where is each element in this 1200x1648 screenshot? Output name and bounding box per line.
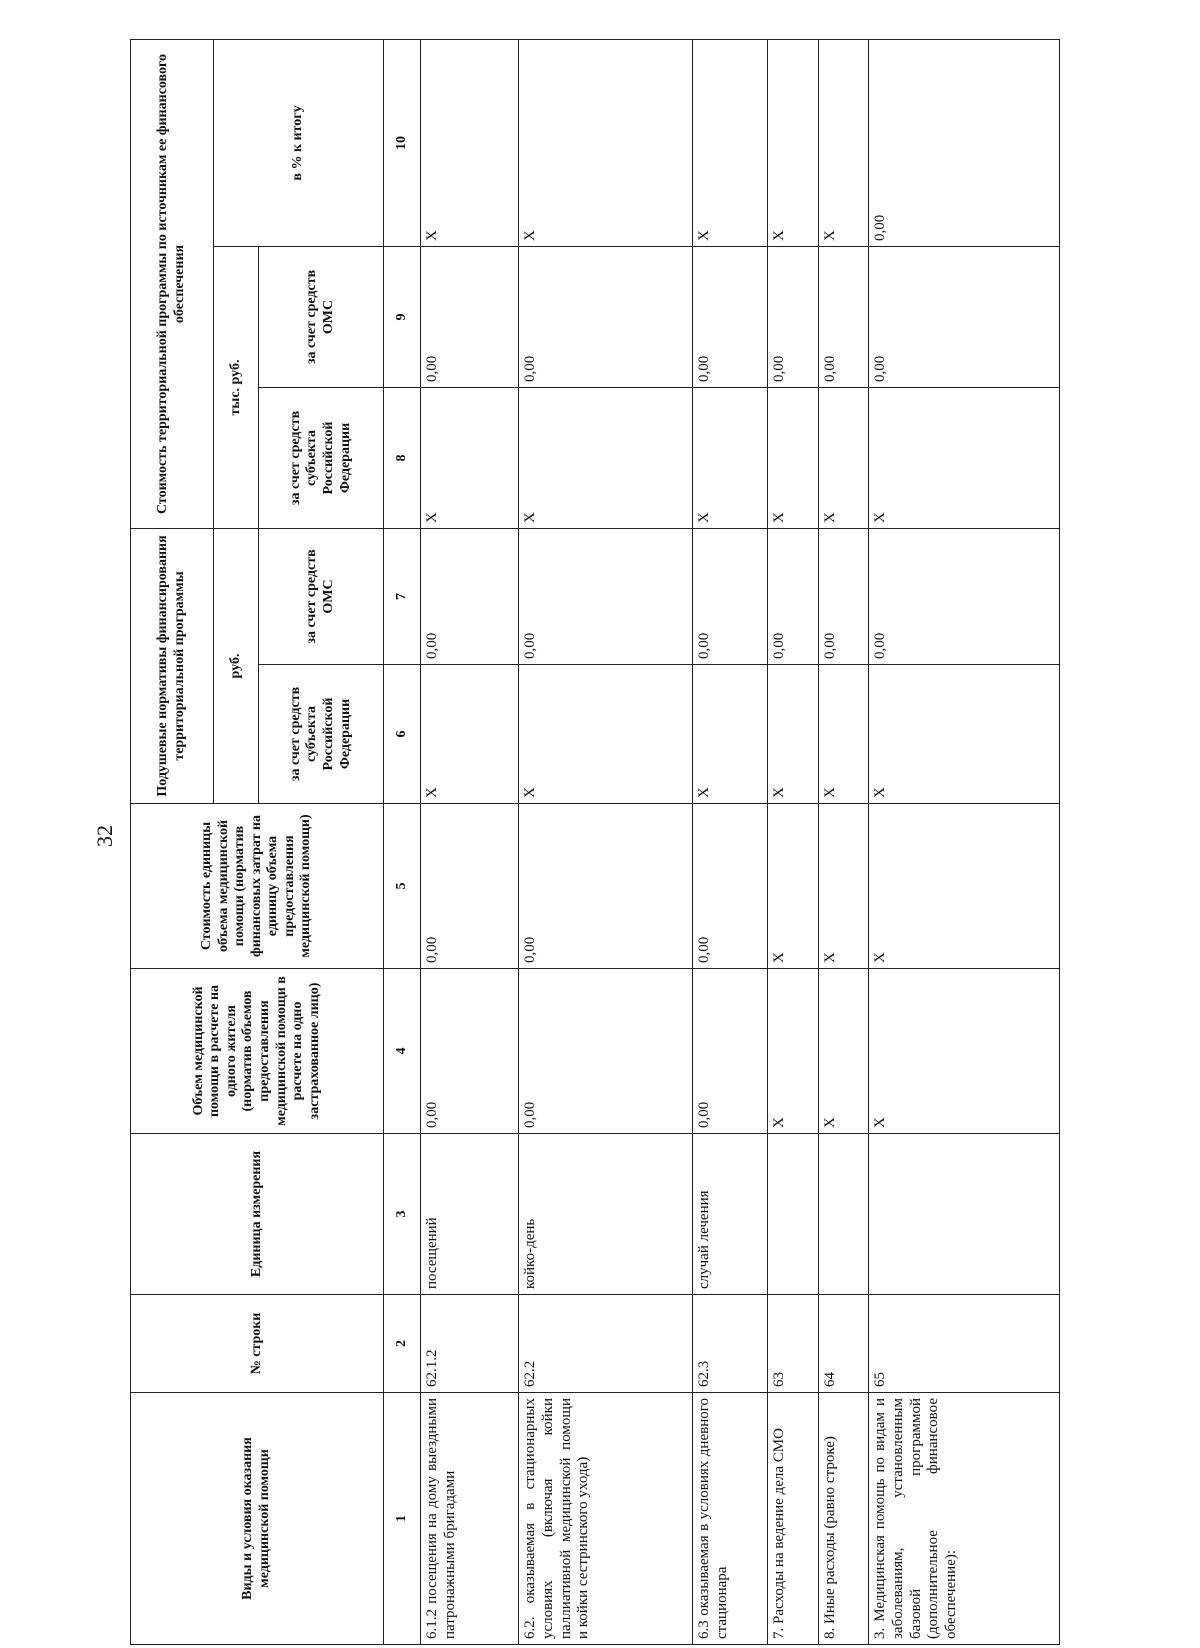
cell-unit — [818, 1134, 869, 1295]
cell-oms-rub: 0,00 — [818, 529, 869, 665]
column-number: 7 — [384, 529, 421, 665]
cell-subject-rub: X — [869, 665, 1060, 804]
cell-oms-thous: 0,00 — [693, 247, 768, 388]
cell-oms-rub: 0,00 — [869, 529, 1060, 665]
header-oms-funds-thous: за счет средств ОМС — [259, 247, 384, 388]
cell-service-type: 3. Медицинская помощь по видам и заболеваниям, установленным базовой программой (дополнительное финансовое обеспечение): — [869, 1393, 1060, 1645]
cell-oms-rub: 0,00 — [421, 529, 519, 665]
cell-oms-thous: 0,00 — [519, 247, 693, 388]
table-row — [421, 39, 519, 1644]
cell-percent: X — [818, 39, 869, 246]
header-program-cost: Стоимость территориальной программы по источникам ее финансового обеспечения — [131, 39, 214, 528]
header-oms-funds-rub: за счет средств ОМС — [259, 529, 384, 665]
page-number: 32 — [92, 825, 117, 847]
header-subject-funds-thous: за счет средств субъекта Российской Федерации — [259, 388, 384, 529]
cell-subject-rub: X — [519, 665, 693, 804]
cell-line-number: 64 — [818, 1295, 869, 1393]
cell-line-number: 62.1.2 — [421, 1295, 519, 1393]
cell-line-number: 62.2 — [519, 1295, 693, 1393]
cell-percent: X — [519, 39, 693, 246]
cell-service-type: 6.2. оказываемая в стационарных условиях (включая койки паллиативной медицинской помощи и койки сестринского ухода) — [519, 1393, 693, 1645]
header-percent-total: в % к итогу — [214, 39, 384, 246]
cell-volume: 0,00 — [519, 969, 693, 1134]
cell-percent: X — [421, 39, 519, 246]
cell-unit: случай лечения — [693, 1134, 768, 1295]
cell-percent: X — [693, 39, 768, 246]
cell-line-number: 63 — [767, 1295, 818, 1393]
header-rub: руб. — [214, 529, 259, 804]
table-row — [869, 39, 1060, 1644]
table-row — [519, 39, 693, 1644]
header-volume: Объем медицинской помощи в расчете на одного жителя (норматив объемов предоставления медицинской помощи в расчете на одно застрахованное лицо) — [131, 969, 384, 1134]
cell-service-type: 6.1.2 посещения на дому выездными патронажными бригадами — [421, 1393, 519, 1645]
column-number: 3 — [384, 1134, 421, 1295]
header-unit: Единица измерения — [131, 1134, 384, 1295]
cell-unit: койко-день — [519, 1134, 693, 1295]
header-unit-cost: Стоимость единицы объема медицинской помощи (норматив финансовых затрат на единицу объема предоставления медицинской помощи) — [131, 804, 384, 969]
cell-unit-cost: 0,00 — [693, 804, 768, 969]
header-service-type: Виды и условия оказания медицинской помощи — [131, 1393, 384, 1645]
cell-oms-thous: 0,00 — [869, 247, 1060, 388]
header-thous-rub: тыс. руб. — [214, 247, 259, 529]
column-number: 1 — [384, 1393, 421, 1645]
header-subject-funds-rub: за счет средств субъекта Российской Федерации — [259, 665, 384, 804]
column-number: 5 — [384, 804, 421, 969]
column-number: 2 — [384, 1295, 421, 1393]
cell-line-number: 62.3 — [693, 1295, 768, 1393]
column-number: 9 — [384, 247, 421, 388]
header-line-number: № строки — [131, 1295, 384, 1393]
cell-service-type: 6.3 оказываемая в условиях дневного стационара — [693, 1393, 768, 1645]
cell-subject-thous: X — [421, 388, 519, 529]
header-per-capita-normatives: Подушевые нормативы финансирования территориальной программы — [131, 529, 214, 804]
cell-volume: 0,00 — [421, 969, 519, 1134]
rotated-table-container — [130, 40, 1060, 1645]
financing-table — [130, 39, 1060, 1645]
cell-subject-rub: X — [421, 665, 519, 804]
table-row — [818, 39, 869, 1644]
cell-percent: 0,00 — [869, 39, 1060, 246]
column-number: 10 — [384, 39, 421, 246]
cell-unit-cost: X — [767, 804, 818, 969]
cell-service-type: 8. Иные расходы (равно строке) — [818, 1393, 869, 1645]
cell-oms-thous: 0,00 — [818, 247, 869, 388]
table-row — [693, 39, 768, 1644]
cell-oms-rub: 0,00 — [519, 529, 693, 665]
cell-subject-thous: X — [818, 388, 869, 529]
column-number: 8 — [384, 388, 421, 529]
cell-unit-cost: 0,00 — [519, 804, 693, 969]
cell-percent: X — [767, 39, 818, 246]
cell-volume: X — [767, 969, 818, 1134]
cell-subject-rub: X — [693, 665, 768, 804]
column-number: 6 — [384, 665, 421, 804]
cell-unit — [869, 1134, 1060, 1295]
cell-subject-thous: X — [767, 388, 818, 529]
column-number: 4 — [384, 969, 421, 1134]
cell-unit-cost: X — [869, 804, 1060, 969]
cell-oms-rub: 0,00 — [693, 529, 768, 665]
cell-service-type: 7. Расходы на ведение дела СМО — [767, 1393, 818, 1645]
cell-subject-rub: X — [818, 665, 869, 804]
cell-oms-rub: 0,00 — [767, 529, 818, 665]
cell-subject-rub: X — [767, 665, 818, 804]
cell-oms-thous: 0,00 — [421, 247, 519, 388]
column-number-row — [384, 39, 421, 1644]
cell-oms-thous: 0,00 — [767, 247, 818, 388]
cell-line-number: 65 — [869, 1295, 1060, 1393]
table-row — [767, 39, 818, 1644]
cell-subject-thous: X — [869, 388, 1060, 529]
cell-volume: X — [818, 969, 869, 1134]
cell-unit-cost: 0,00 — [421, 804, 519, 969]
cell-unit — [767, 1134, 818, 1295]
cell-subject-thous: X — [519, 388, 693, 529]
cell-volume: 0,00 — [693, 969, 768, 1134]
cell-subject-thous: X — [693, 388, 768, 529]
cell-unit: посещений — [421, 1134, 519, 1295]
cell-volume: X — [869, 969, 1060, 1134]
cell-unit-cost: X — [818, 804, 869, 969]
